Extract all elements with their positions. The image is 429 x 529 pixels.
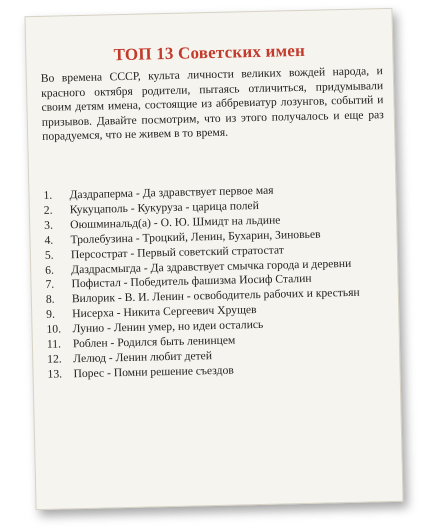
item-text: Нисерха - Никита Сергеевич Хрущев xyxy=(72,303,257,321)
item-text: Даздрасмыгда - Да здравствует смычка города и деревни xyxy=(71,256,352,276)
item-text: Роблен - Родился быть ленинцем xyxy=(72,333,236,351)
item-text: Лунио - Ленин умер, но идеи остались xyxy=(72,318,264,336)
item-number: 4. xyxy=(44,233,54,247)
names-list xyxy=(43,181,389,382)
item-text: Кукуцаполь - Кукуруза - царица полей xyxy=(69,198,259,217)
item-number: 2. xyxy=(43,203,53,217)
item-number: 9. xyxy=(46,307,56,322)
item-number: 1. xyxy=(43,188,53,202)
item-number: 10. xyxy=(46,322,62,336)
item-number: 13. xyxy=(47,367,63,381)
item-number: 11. xyxy=(46,337,62,351)
item-number: 7. xyxy=(45,278,55,292)
document-page xyxy=(24,8,403,510)
item-number: 8. xyxy=(45,292,55,307)
item-number: 3. xyxy=(44,218,54,232)
intro-paragraph: Во времена СССР, культа личности великих вождей народа, и красного октября родители, пытаясь отличиться, придумывали своим детям имена, состоящие из аббревиатур лозунгов, событий и призывов. Давайте посмотрим, что из этого получалось и еще раз порадуемся, что не живем в то время. xyxy=(40,64,384,144)
item-number: 6. xyxy=(45,263,55,277)
item-text: Порес - Помни решение съездов xyxy=(73,363,234,381)
item-text: Тролебузина - Троцкий, Ленин, Бухарин, Зиновьев xyxy=(70,227,321,246)
item-text: Вилорик - В. И. Ленин - освободитель рабочих и крестьян xyxy=(71,286,360,306)
item-number: 5. xyxy=(44,248,54,262)
item-number: 12. xyxy=(47,352,62,366)
item-text: Лелюд - Ленин любит детей xyxy=(73,349,213,366)
document-title: ТОП 13 Советских имен xyxy=(113,40,306,65)
item-text: Оюшминальд(а) - О. Ю. Шмидт на льдине xyxy=(70,213,281,232)
item-text: Персострат - Первый советский стратостат xyxy=(70,243,284,261)
item-text: Пофистал - Победитель фашизма Иосиф Сталин xyxy=(71,272,312,291)
item-text: Даздраперма - Да здравствует первое мая xyxy=(69,183,274,202)
